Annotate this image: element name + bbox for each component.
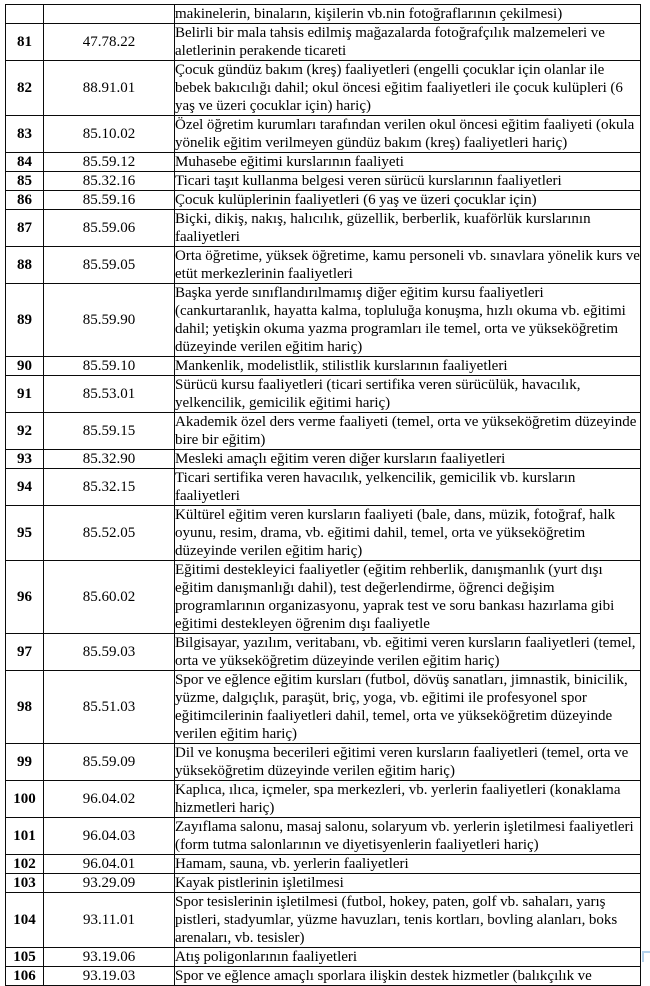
row-number-cell: 92 bbox=[6, 413, 44, 450]
row-number-cell: 82 bbox=[6, 61, 44, 116]
table-row bbox=[6, 634, 641, 671]
table-row bbox=[6, 376, 641, 413]
table-row bbox=[6, 357, 641, 376]
activity-table-body bbox=[6, 5, 641, 986]
table-row bbox=[6, 24, 641, 61]
activity-description-cell: Kaplıca, ılıca, içmeler, spa merkezleri, vb. yerlerin faaliyetleri (konaklama hizmetleri hariç) bbox=[175, 781, 641, 818]
row-number-cell: 95 bbox=[6, 506, 44, 561]
table-row bbox=[6, 284, 641, 357]
row-number-cell: 90 bbox=[6, 357, 44, 376]
activity-code-cell: 93.19.06 bbox=[44, 948, 175, 967]
activity-description-cell: Çocuk gündüz bakım (kreş) faaliyetleri (engelli çocuklar için olanlar ile bebek bakıcılığı dahil; okul öncesi eğitim faaliyetleri ile çocuk kulüpleri (6 yaş ve üzeri çocuklar için) hariç) bbox=[175, 61, 641, 116]
activity-code-cell: 85.32.90 bbox=[44, 450, 175, 469]
table-row bbox=[6, 967, 641, 986]
activity-description-cell: Eğitimi destekleyici faaliyetler (eğitim rehberlik, danışmanlık (yurt dışı eğitim danışmanlığı dahil), test değerlendirme, öğrenci değişim programlarının organizasyonu, yaprak test ve soru bankası hazırlama gibi eğitimi destekleyen öğrenim dışı faaliyetle bbox=[175, 561, 641, 634]
activity-code-cell: 88.91.01 bbox=[44, 61, 175, 116]
row-number-cell: 86 bbox=[6, 191, 44, 210]
activity-description-cell: Spor tesislerinin işletilmesi (futbol, hokey, paten, golf vb. sahaları, yarış pistleri, stadyumlar, yüzme havuzları, tenis kortları, bovling alanları, boks arenaları, vb. tesisler) bbox=[175, 893, 641, 948]
table-row bbox=[6, 172, 641, 191]
table-row bbox=[6, 855, 641, 874]
table-row bbox=[6, 469, 641, 506]
activity-description-cell: Dil ve konuşma becerileri eğitimi veren kursların faaliyetleri (temel, orta ve yükseköğretim düzeyinde verilen eğitim hariç) bbox=[175, 744, 641, 781]
table-row bbox=[6, 874, 641, 893]
row-number-cell bbox=[6, 5, 44, 24]
table-row bbox=[6, 948, 641, 967]
activity-description-cell: Orta öğretime, yüksek öğretime, kamu personeli vb. sınavlara yönelik kurs ve etüt merkezlerinin faaliyetleri bbox=[175, 248, 640, 282]
activity-code-cell: 85.60.02 bbox=[44, 561, 175, 634]
activity-description-cell: Biçki, dikiş, nakış, halıcılık, güzellik, berberlik, kuaförlük kurslarının faaliyetleri bbox=[175, 210, 641, 247]
activity-code-cell: 93.19.03 bbox=[44, 967, 175, 986]
row-number-cell: 93 bbox=[6, 450, 44, 469]
activity-description-cell: makinelerin, binaların, kişilerin vb.nin fotoğraflarının çekilmesi) bbox=[175, 5, 641, 24]
row-number-cell: 94 bbox=[6, 469, 44, 506]
row-number-cell: 99 bbox=[6, 744, 44, 781]
row-number-cell: 87 bbox=[6, 210, 44, 247]
activity-description-cell: Sürücü kursu faaliyetleri (ticari sertifika veren sürücülük, havacılık, yelkencilik, gemicilik eğitimi hariç) bbox=[175, 376, 641, 413]
row-number-cell: 96 bbox=[6, 561, 44, 634]
activity-description-cell: Muhasebe eğitimi kurslarının faaliyeti bbox=[175, 153, 641, 172]
activity-description-cell: Bilgisayar, yazılım, veritabanı, vb. eğitimi veren kursların faaliyetleri (temel, orta ve yükseköğretim düzeyinde verilen eğitim hariç) bbox=[175, 634, 641, 671]
activity-code-cell: 85.59.10 bbox=[44, 357, 175, 376]
activity-description-cell: Spor ve eğlence amaçlı sporlara ilişkin destek hizmetler (balıkçılık ve bbox=[175, 967, 641, 986]
table-row bbox=[6, 781, 641, 818]
activity-code-cell: 85.51.03 bbox=[44, 671, 175, 744]
activity-code-cell bbox=[44, 5, 175, 24]
row-number-cell: 81 bbox=[6, 24, 44, 61]
row-number-cell: 103 bbox=[6, 874, 44, 893]
row-number-cell: 100 bbox=[6, 781, 44, 818]
row-number-cell: 101 bbox=[6, 818, 44, 855]
row-number-cell: 102 bbox=[6, 855, 44, 874]
activity-description-cell: Atış poligonlarının faaliyetleri bbox=[175, 948, 641, 967]
row-number-cell: 83 bbox=[6, 116, 44, 153]
row-number-cell: 98 bbox=[6, 671, 44, 744]
activity-code-cell: 85.59.15 bbox=[44, 413, 175, 450]
table-row bbox=[6, 450, 641, 469]
activity-description-cell: Ticari sertifika veren havacılık, yelkencilik, gemicilik vb. kursların faaliyetleri bbox=[175, 469, 641, 506]
table-row bbox=[6, 116, 641, 153]
activity-code-cell: 96.04.02 bbox=[44, 781, 175, 818]
activity-code-cell: 93.29.09 bbox=[44, 874, 175, 893]
table-row bbox=[6, 153, 641, 172]
activity-description-cell: Spor ve eğlence eğitim kursları (futbol, dövüş sanatları, jimnastik, binicilik, yüzme, dalgıçlık, paraşüt, briç, yoga, vb. eğitimi ile profesyonel spor eğitimcilerinin faaliyetleri dahil, temel, orta ve yükseköğretim düzeyinde verilen eğitim hariç) bbox=[175, 671, 641, 744]
row-number-cell: 91 bbox=[6, 376, 44, 413]
activity-description-cell: Zayıflama salonu, masaj salonu, solaryum vb. yerlerin işletilmesi faaliyetleri (form tutma salonlarının ve diyetisyenlerin faaliyetleri hariç) bbox=[175, 818, 641, 855]
row-number-cell: 89 bbox=[6, 284, 44, 357]
table-row bbox=[6, 506, 641, 561]
table-row bbox=[6, 671, 641, 744]
row-number-cell: 106 bbox=[6, 967, 44, 986]
row-number-cell: 85 bbox=[6, 172, 44, 191]
nace-activity-table bbox=[5, 4, 641, 986]
activity-description-cell: Çocuk kulüplerinin faaliyetleri (6 yaş ve üzeri çocuklar için) bbox=[175, 191, 641, 210]
table-row bbox=[6, 561, 641, 634]
row-number-cell: 88 bbox=[6, 247, 44, 284]
activity-description-cell: Kayak pistlerinin işletilmesi bbox=[175, 874, 641, 893]
table-row bbox=[6, 191, 641, 210]
activity-description-cell: Başka yerde sınıflandırılmamış diğer eğitim kursu faaliyetleri (cankurtaranlık, hayatta kalma, topluluğa konuşma, hızlı okuma vb. eğitimi dahil; yetişkin okuma yazma programları ile temel, orta ve yükseköğretim düzeyinde verilen eğitim hariç) bbox=[175, 284, 641, 357]
activity-code-cell: 85.59.03 bbox=[44, 634, 175, 671]
activity-code-cell: 85.10.02 bbox=[44, 116, 175, 153]
activity-code-cell: 85.59.05 bbox=[44, 247, 175, 284]
row-number-cell: 84 bbox=[6, 153, 44, 172]
table-row bbox=[6, 5, 641, 24]
activity-description-cell: Ticari taşıt kullanma belgesi veren sürücü kurslarının faaliyetleri bbox=[175, 172, 641, 191]
activity-description-cell: Akademik özel ders verme faaliyeti (temel, orta ve yükseköğretim düzeyinde bire bir eğitim) bbox=[175, 413, 641, 450]
activity-code-cell: 85.52.05 bbox=[44, 506, 175, 561]
activity-code-cell: 96.04.03 bbox=[44, 818, 175, 855]
scan-artifact-mark bbox=[642, 951, 650, 962]
activity-description-cell: Mankenlik, modelistlik, stilistlik kurslarının faaliyetleri bbox=[175, 357, 641, 376]
row-number-cell: 104 bbox=[6, 893, 44, 948]
activity-code-cell: 85.32.15 bbox=[44, 469, 175, 506]
activity-description-cell: Belirli bir mala tahsis edilmiş mağazalarda fotoğrafçılık malzemeleri ve aletlerinin perakende ticareti bbox=[175, 24, 641, 61]
activity-description-cell: Özel öğretim kurumları tarafından verilen okul öncesi eğitim faaliyeti (okula yönelik eğitim verilmeyen gündüz bakım (kreş) faaliyetleri hariç) bbox=[175, 116, 641, 153]
activity-description-cell: Mesleki amaçlı eğitim veren diğer kursların faaliyetleri bbox=[175, 450, 641, 469]
activity-code-cell: 85.32.16 bbox=[44, 172, 175, 191]
activity-code-cell: 85.59.12 bbox=[44, 153, 175, 172]
table-row bbox=[6, 247, 641, 284]
row-number-cell: 97 bbox=[6, 634, 44, 671]
activity-code-cell: 85.59.09 bbox=[44, 744, 175, 781]
table-row bbox=[6, 413, 641, 450]
activity-code-cell: 47.78.22 bbox=[44, 24, 175, 61]
table-row bbox=[6, 210, 641, 247]
table-row bbox=[6, 61, 641, 116]
table-row bbox=[6, 893, 641, 948]
row-number-cell: 105 bbox=[6, 948, 44, 967]
table-row bbox=[6, 744, 641, 781]
table-row bbox=[6, 818, 641, 855]
activity-description-cell: Hamam, sauna, vb. yerlerin faaliyetleri bbox=[175, 855, 641, 874]
activity-code-cell: 85.53.01 bbox=[44, 376, 175, 413]
activity-code-cell: 85.59.06 bbox=[44, 210, 175, 247]
activity-description-cell: Kültürel eğitim veren kursların faaliyeti (bale, dans, müzik, fotoğraf, halk oyunu, resim, drama, vb. eğitimi dahil, temel, orta ve yükseköğretim düzeyinde verilen eğitim hariç) bbox=[175, 506, 641, 561]
activity-code-cell: 96.04.01 bbox=[44, 855, 175, 874]
activity-code-cell: 85.59.16 bbox=[44, 191, 175, 210]
activity-code-cell: 85.59.90 bbox=[44, 284, 175, 357]
activity-code-cell: 93.11.01 bbox=[44, 893, 175, 948]
